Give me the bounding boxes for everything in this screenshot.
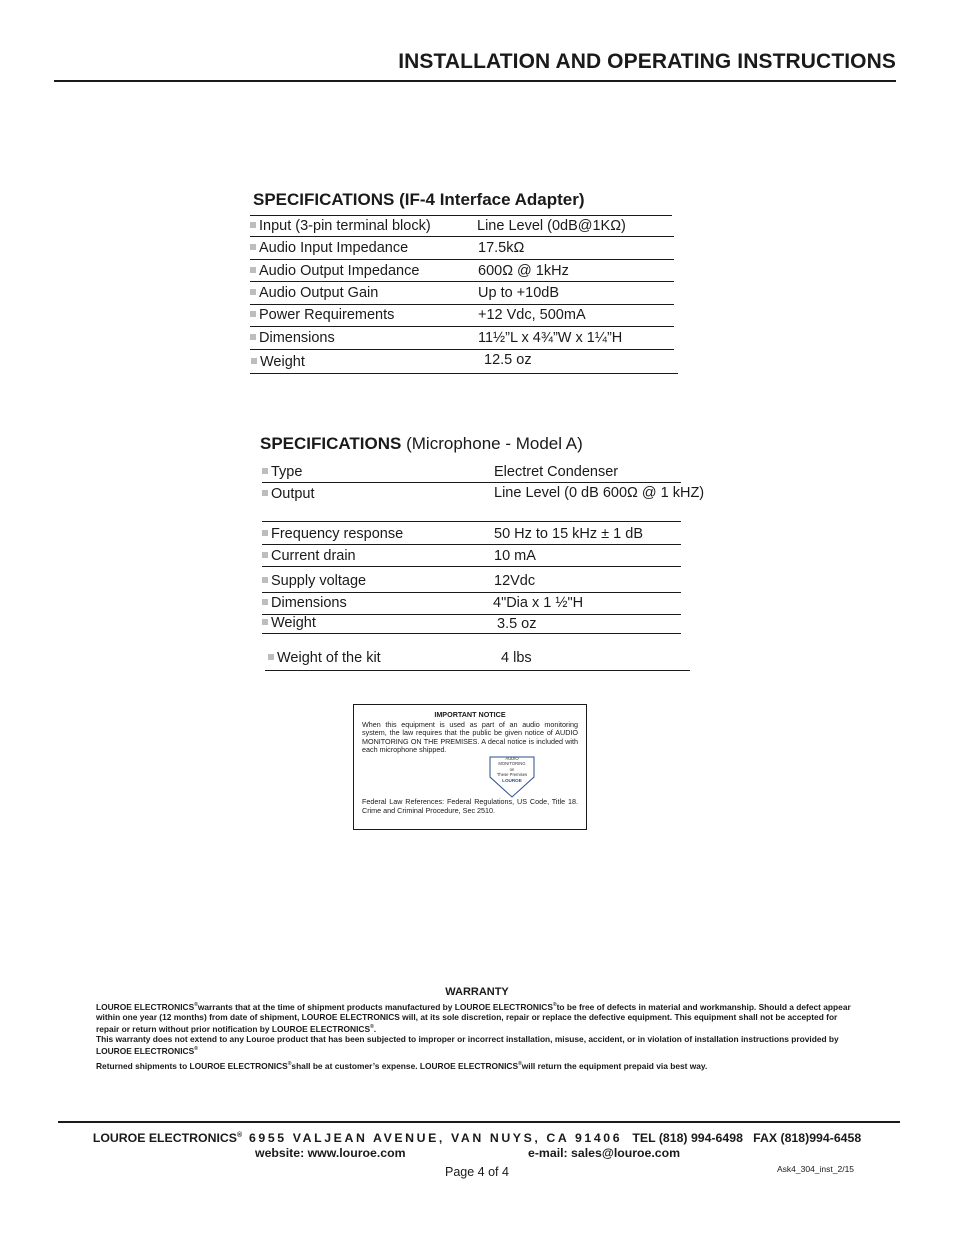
spec-key: Frequency response <box>271 526 404 542</box>
warranty-paragraph-1: LOUROE ELECTRONICS®warrants that at the time of shipment products manufactured by LOUROE ELECTRONICS®to be free of defects in material and workmanship. Should a defect appear within one year (12 months) from date of shipment, LOUROE ELECTRONICS will, at its sole discretion, repair or replace the defective equipment. This equipment shall not be accepted for repair or return without prior notification by LOUROE ELECTRONICS®. <box>96 1001 851 1034</box>
spec-value: 4"Dia x 1 ½"H <box>493 595 584 611</box>
footer-address-line: LOUROE ELECTRONICS® 6955 VALJEAN AVENUE, VAN NUYS, CA 91406 TEL (818) 994-6498 FAX (818)994-6458 <box>92 1131 862 1145</box>
document-code: Ask4_304_inst_2/15 <box>777 1164 855 1174</box>
decal-text-on: on <box>509 766 515 772</box>
spec-key: Power Requirements <box>259 307 395 323</box>
warranty-paragraph-3: Returned shipments to LOUROE ELECTRONICS®shall be at customer’s expense. LOUROE ELECTRONICS®will return the equipment prepaid via best way. <box>96 1060 708 1071</box>
bullet-icon <box>262 490 268 496</box>
footer-address: 6955 VALJEAN AVENUE, VAN NUYS, CA 91406 <box>248 1131 623 1145</box>
row-divider <box>262 521 681 522</box>
footer-website[interactable]: website: www.louroe.com <box>255 1146 406 1160</box>
spec-mic-heading: SPECIFICATIONS (Microphone - Model A) <box>260 434 583 453</box>
bullet-icon <box>262 577 268 583</box>
bullet-icon <box>250 289 256 295</box>
spec-key: Weight <box>271 615 316 631</box>
decal-logo: LOUROE <box>502 777 522 783</box>
spec-key: Audio Output Gain <box>259 285 379 301</box>
page-number: Page 4 of 4 <box>445 1165 509 1179</box>
spec-value: Electret Condenser <box>494 464 619 480</box>
bullet-icon <box>262 619 268 625</box>
warranty-paragraph-2: This warranty does not extend to any Louroe product that has been subjected to improper or incorrect installation, misuse, accident, or in violation of installation instructions provided by LOUROE ELECTRONICS® <box>96 1034 839 1056</box>
bullet-icon <box>262 468 268 474</box>
spec-key: Output <box>271 486 315 502</box>
spec-value: 50 Hz to 15 kHz ± 1 dB <box>494 526 644 542</box>
decal-text-monitoring: MONITORING <box>498 761 526 767</box>
row-divider <box>262 566 681 567</box>
row-divider <box>250 373 678 374</box>
spec-value: 3.5 oz <box>497 616 537 632</box>
bullet-icon <box>250 267 256 273</box>
audio-monitoring-decal <box>487 755 537 799</box>
spec-value: 11½”L x 4¾”W x 1¼”H <box>478 330 623 346</box>
spec-value: 12Vdc <box>494 573 536 589</box>
spec-value: Line Level (0dB@1KΩ) <box>477 218 626 234</box>
bullet-icon <box>262 552 268 558</box>
footer-fax: FAX (818)994-6458 <box>753 1131 862 1145</box>
bullet-icon <box>251 358 257 364</box>
decal-text-audio: AUDIO <box>505 756 519 761</box>
bullet-icon <box>268 654 274 660</box>
spec-value: Up to +10dB <box>478 285 560 301</box>
spec-value: Line Level (0 dB 600Ω @ 1 kHZ) <box>494 485 705 501</box>
notice-body: When this equipment is used as part of an audio monitoring system, the law requires that the public be given notice of AUDIO MONITORING ON THE PREMISES. A decal notice is included with each microphone shipped. <box>362 719 578 755</box>
spec-value: 17.5kΩ <box>478 240 525 256</box>
bullet-icon <box>262 530 268 536</box>
important-notice-box <box>353 704 587 830</box>
spec-key: Weight of the kit <box>277 650 381 666</box>
footer-rule <box>58 1121 900 1123</box>
footer-company: LOUROE ELECTRONICS <box>92 1131 237 1145</box>
footer-tel: TEL (818) 994-6498 <box>632 1131 743 1145</box>
spec-value: 10 mA <box>494 548 536 564</box>
spec-key: Type <box>271 464 303 480</box>
spec-key: Audio Output Impedance <box>259 263 420 279</box>
row-divider <box>262 614 681 615</box>
bullet-icon <box>250 222 256 228</box>
page-title: INSTALLATION AND OPERATING INSTRUCTIONS <box>398 50 896 73</box>
spec-key: Audio Input Impedance <box>259 240 409 256</box>
bullet-icon <box>250 311 256 317</box>
header-rule <box>54 80 896 82</box>
spec-value: +12 Vdc, 500mA <box>478 307 586 323</box>
row-divider <box>262 633 681 634</box>
bullet-icon <box>250 244 256 250</box>
spec-key: Supply voltage <box>271 573 367 589</box>
spec-key: Current drain <box>271 548 356 564</box>
spec-key: Input (3-pin terminal block) <box>259 218 431 234</box>
spec-key: Dimensions <box>259 330 335 346</box>
footer-email[interactable]: e-mail: sales@louroe.com <box>528 1146 681 1160</box>
decal-text-premises: These Premises <box>496 772 528 778</box>
spec-key: Dimensions <box>271 595 347 611</box>
row-divider <box>265 670 690 671</box>
spec-if4-heading: SPECIFICATIONS (IF-4 Interface Adapter) <box>253 190 585 209</box>
row-divider <box>250 349 674 350</box>
warranty-title: WARRANTY <box>445 986 509 998</box>
spec-value: 12.5 oz <box>484 352 532 368</box>
notice-footer: Federal Law References: Federal Regulations, US Code, Title 18. Crime and Criminal Procedure, Sec 2510. <box>362 797 578 815</box>
spec-value: 600Ω @ 1kHz <box>478 263 569 279</box>
bullet-icon <box>262 599 268 605</box>
spec-value: 4 lbs <box>501 650 532 666</box>
notice-title: IMPORTANT NOTICE <box>434 710 506 719</box>
bullet-icon <box>250 334 256 340</box>
spec-key: Weight <box>260 354 305 370</box>
